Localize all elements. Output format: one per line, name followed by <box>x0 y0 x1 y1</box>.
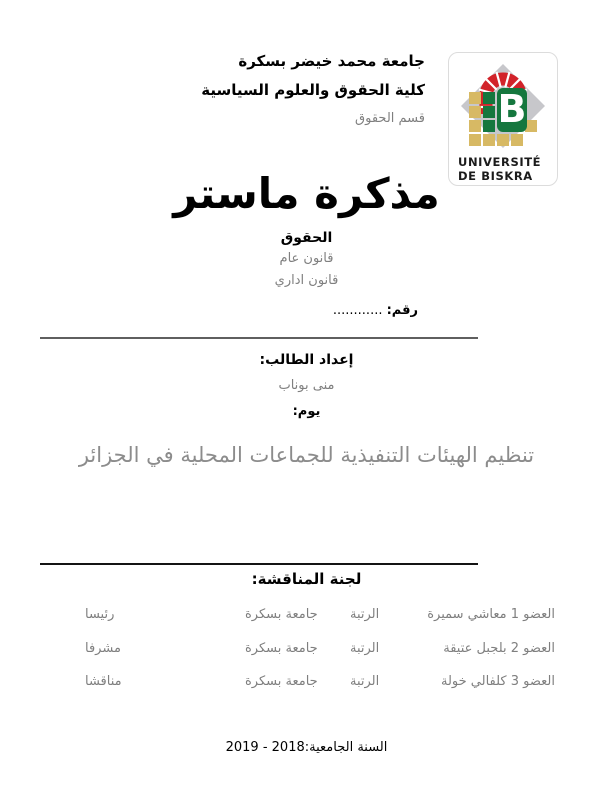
university-logo <box>448 52 558 186</box>
day-label: يوم: <box>292 404 321 419</box>
member-role: مناقشا <box>85 674 122 689</box>
logo-text-line1: UNIVERSITÉ <box>458 155 542 169</box>
member-rank: الرتبة <box>350 641 380 656</box>
university-name: جامعة محمد خيضر بسكرة <box>238 52 425 70</box>
university-header <box>201 51 425 127</box>
member-name: العضو 1 معاشي سميرة <box>427 607 555 622</box>
faculty-name: كلية الحقوق والعلوم السياسية <box>201 81 425 99</box>
logo-monogram-letter: B <box>497 87 527 131</box>
student-name: منى بوناب <box>278 378 335 393</box>
specialty-label: قانون اداري <box>274 273 339 288</box>
member-role: مشرفا <box>85 641 121 656</box>
committee-member-row <box>0 641 613 661</box>
member-university: جامعة بسكرة <box>245 641 318 656</box>
committee-member-row <box>0 607 613 627</box>
member-rank: الرتبة <box>350 607 380 622</box>
field-label: الحقوق <box>280 230 333 246</box>
member-rank: الرتبة <box>350 674 380 689</box>
thesis-title: تنظيم الهيئات التنفيذية للجماعات المحلية في الجزائر <box>78 443 535 467</box>
logo-text-line2: DE BISKRA <box>458 168 533 183</box>
member-name: العضو 2 بلجبل عتيقة <box>443 641 555 656</box>
registration-number-line <box>333 303 418 318</box>
number-label: رقم: <box>386 303 418 318</box>
university-crest-icon <box>453 56 553 152</box>
academic-year: السنة الجامعية:2018 - 2019 <box>225 740 388 755</box>
prepared-by-label: إعداد الطالب: <box>259 352 354 368</box>
member-university: جامعة بسكرة <box>245 607 318 622</box>
committee-member-row <box>0 674 613 694</box>
branch-label: قانون عام <box>279 251 334 266</box>
member-name: العضو 3 كلفالي خولة <box>440 674 555 689</box>
department-name: قسم الحقوق <box>355 111 425 126</box>
number-dots: ............ <box>332 303 383 318</box>
divider-bottom <box>40 563 478 565</box>
member-university: جامعة بسكرة <box>245 674 318 689</box>
member-role: رئيسا <box>85 607 115 622</box>
committee-heading: لجنة المناقشة: <box>251 570 362 588</box>
document-type-title: مذكرة ماستر <box>173 169 440 218</box>
divider-top <box>40 337 478 339</box>
